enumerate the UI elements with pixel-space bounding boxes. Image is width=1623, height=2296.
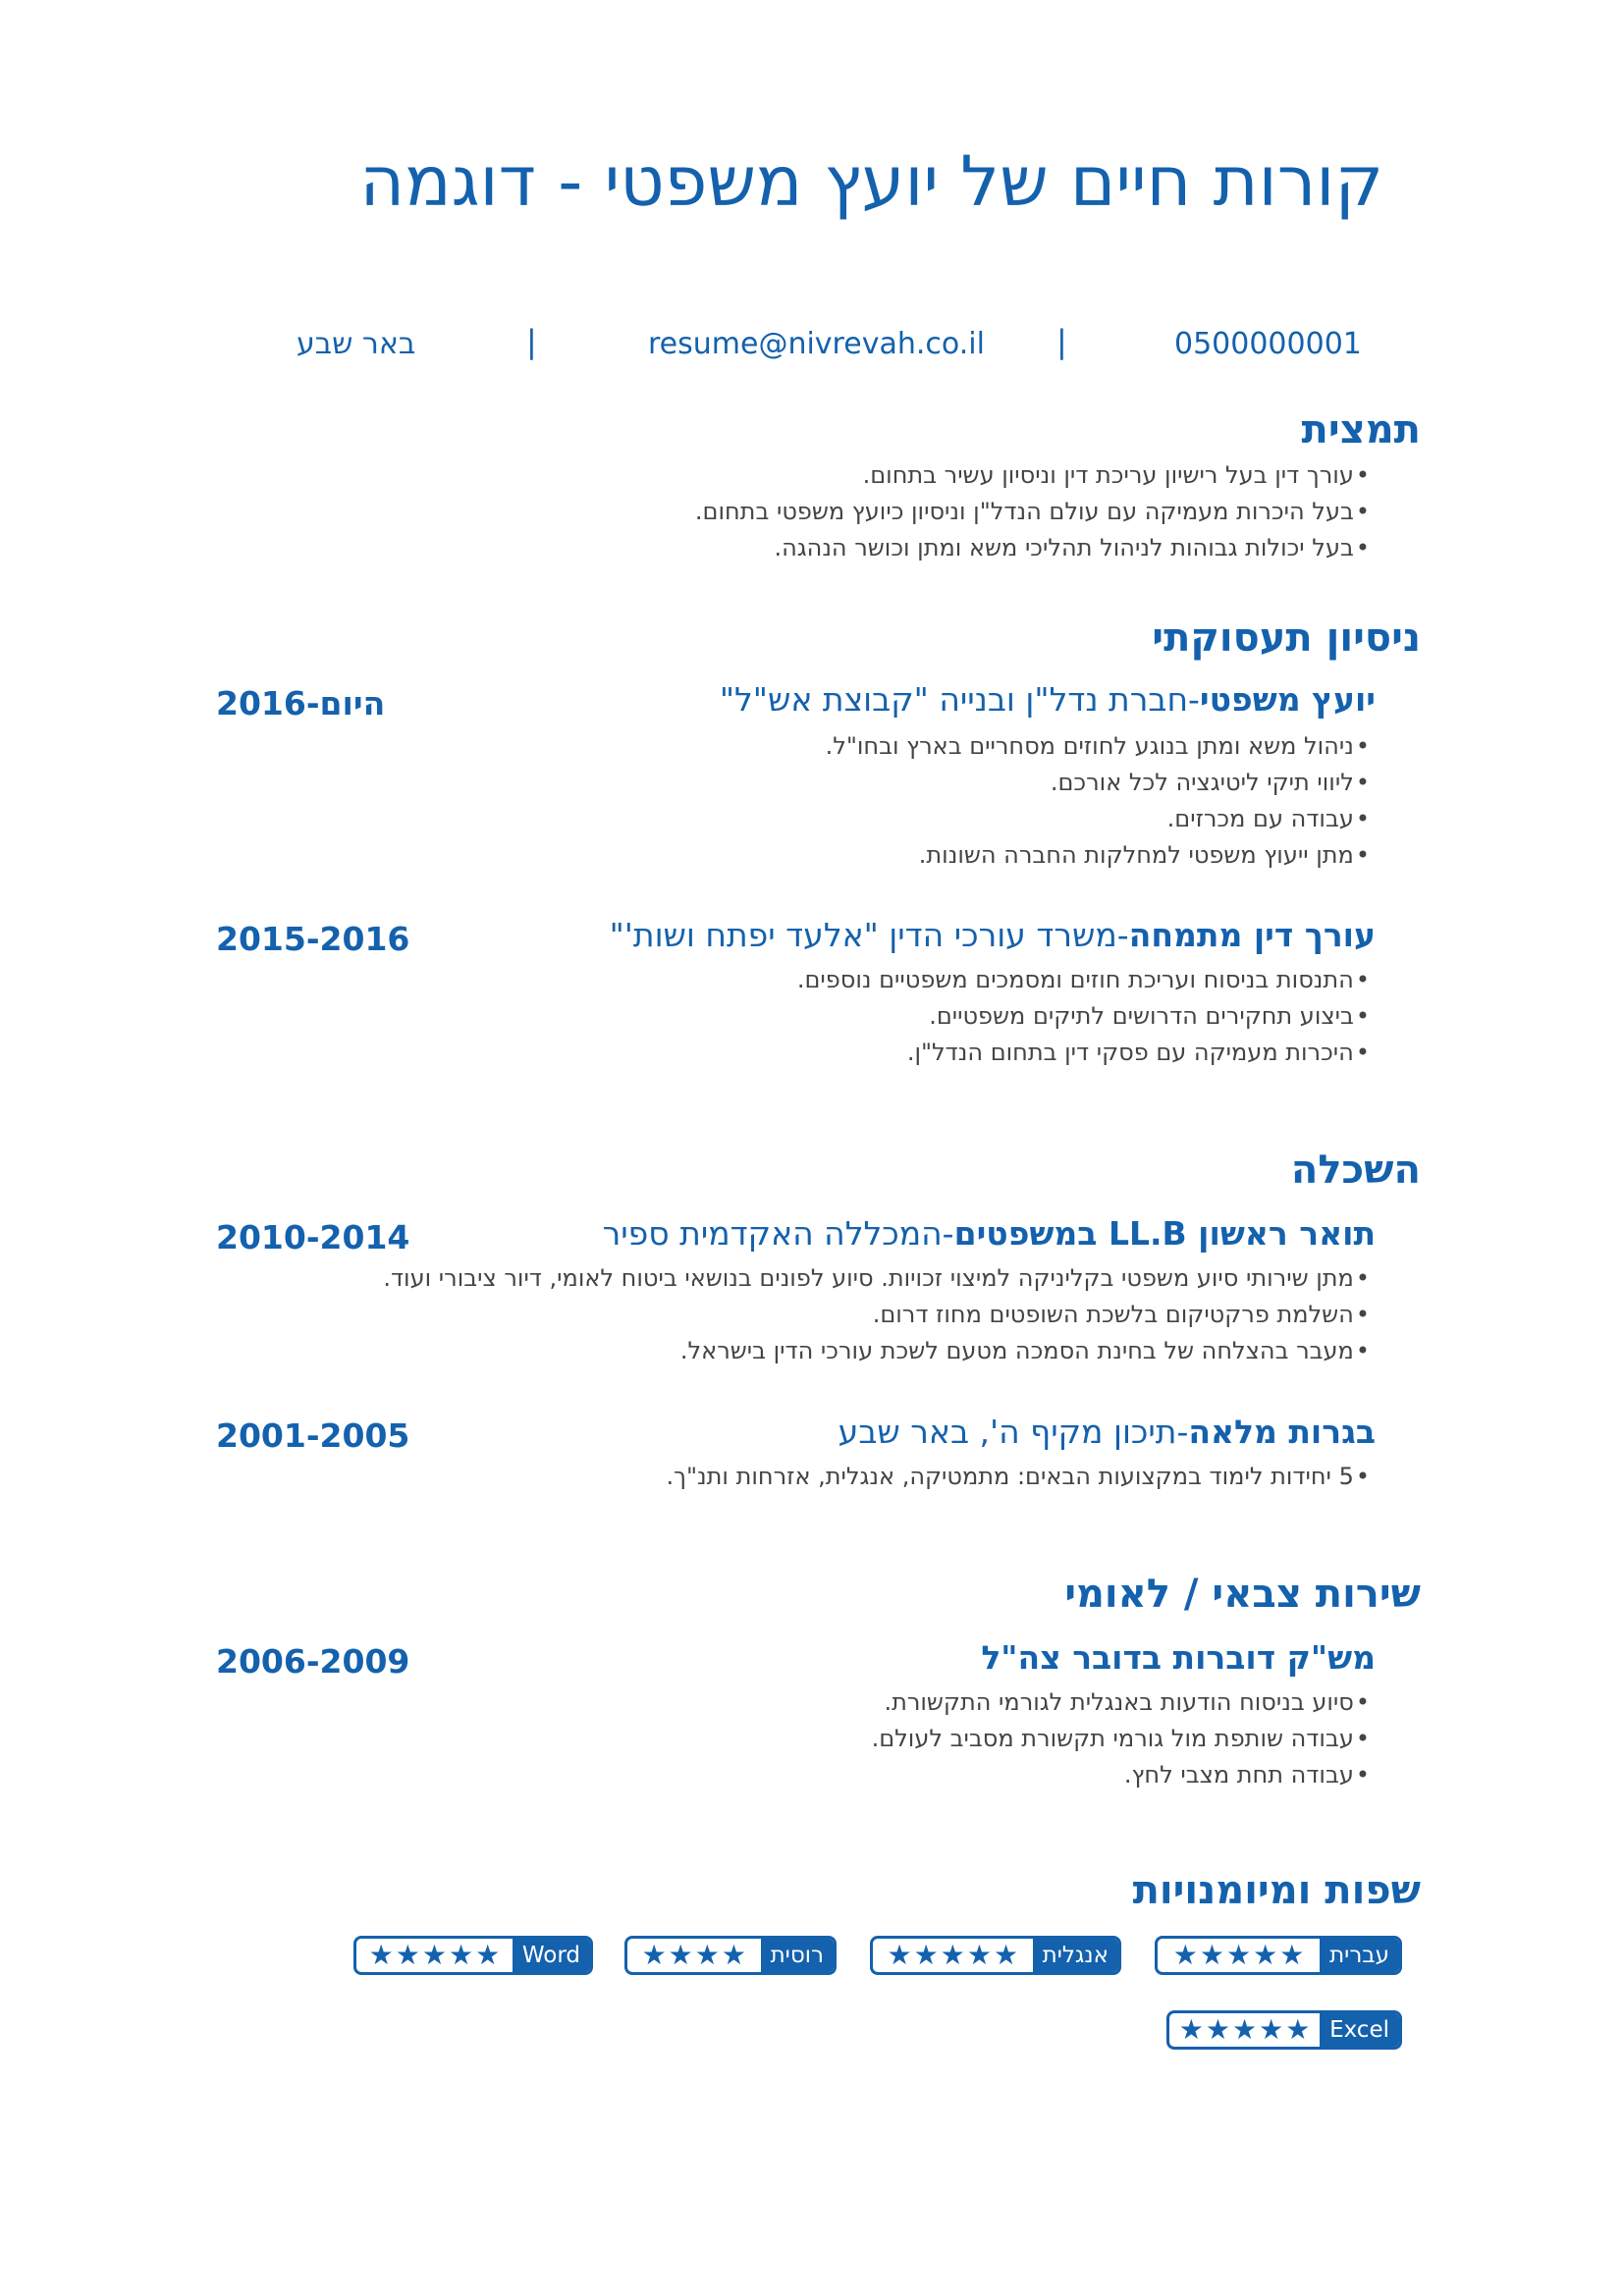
job-role: עורך דין מתמחה [1128,916,1376,954]
star-icon: ★ [1225,1939,1252,1971]
star-icon: ★ [368,1939,394,1971]
skill-label: עברית [1320,1939,1399,1972]
contact-phone: 0500000001 [1174,327,1362,361]
contact-separator: | [526,323,537,360]
star-rating [627,1939,761,1972]
list-item: • 5 יחידות לימוד במקצועות הבאים: מתמטיקה, אנגלית, אזרחות ותנ"ך. [666,1459,1370,1495]
list-item: • מתן ייעוץ משפטי למחלקות החברה השונות. [826,837,1370,874]
education-degree: בגרות מלאה [1188,1413,1376,1451]
star-rating [1169,2013,1320,2047]
page-title: קורות חיים של יועץ משפטי - דוגמה [359,141,1383,222]
skill-badge [624,1936,837,1975]
star-icon: ★ [641,1939,667,1971]
list-item: • היכרות מעמיקה עם פסקי דין בתחום הנדל"ן. [797,1035,1370,1071]
education-school: -המכללה האקדמית ספיר [602,1214,954,1253]
education-degree: תואר ראשון LL.B במשפטים [953,1214,1376,1253]
summary-heading: תמצית [1301,407,1421,453]
service-role: מש"ק דוברות בדובר צה"ל [981,1638,1376,1677]
list-item: • ביצוע תחקירים הדרושים לתיקים משפטיים. [797,998,1370,1035]
job-duties [797,962,1370,1071]
list-item: • סיוע בניסוח הודעות באנגלית לגורמי התקשורת. [872,1684,1370,1721]
education-details [666,1459,1370,1495]
job-duties [826,728,1370,874]
list-item: • מתן שירותי סיוע משפטי בקליניקה למיצוי זכויות. סיוע לפונים בנושאי ביטוח לאומי, דיור ציבורי ועוד. [383,1260,1370,1297]
star-icon: ★ [1199,1939,1224,1971]
skills-heading: שפות ומיומנויות [1132,1868,1421,1913]
list-item: • התנסות בניסוח ועריכת חוזים ומסמכים משפטיים נוספים. [797,962,1370,998]
skill-badge [870,1936,1121,1975]
list-item: • ניהול משא ומתן בנוגע לחוזים מסחריים בארץ ובחו"ל. [826,728,1370,765]
job-org: -משרד עורכי הדין "אלעד יפתח ושות'" [609,916,1129,954]
skill-label: אנגלית [1033,1939,1118,1972]
education-title [602,1214,1376,1253]
education-title [838,1413,1376,1451]
service-duties [872,1684,1370,1793]
job-dates: 2016-היום [216,684,386,722]
service-title [981,1638,1376,1677]
education-dates: 2010-2014 [216,1218,410,1256]
job-title [719,680,1376,719]
summary-list [695,457,1370,566]
star-icon: ★ [1231,2013,1258,2046]
list-item: • ליווי תיקי ליטיגציה לכל אורכם. [826,765,1370,801]
star-icon: ★ [448,1939,474,1971]
education-school: -תיכון מקיף ה', באר שבע [838,1413,1189,1451]
star-icon: ★ [913,1939,939,1971]
contact-email: resume@nivrevah.co.il [648,327,985,361]
list-item: • בעל יכולות גבוהות לניהול תהליכי משא ומתן וכושר הנהגה. [695,530,1370,566]
skill-label: Word [513,1939,590,1972]
list-item: • בעל היכרות מעמיקה עם עולם הנדל"ן וניסיון כיועץ משפטי בתחום. [695,494,1370,530]
education-dates: 2001-2005 [216,1416,410,1455]
list-item: • עורך דין בעל רישיון עריכת דין וניסיון עשיר בתחום. [695,457,1370,494]
star-icon: ★ [1205,2013,1230,2046]
skill-badge [353,1936,593,1975]
star-icon: ★ [421,1939,447,1971]
skill-label: רוסית [761,1939,834,1972]
star-icon: ★ [694,1939,720,1971]
job-title [609,916,1376,954]
education-heading: השכלה [1290,1148,1421,1193]
star-icon: ★ [1259,2013,1284,2046]
service-dates: 2006-2009 [216,1642,410,1681]
star-rating [873,1939,1033,1972]
list-item: • עבודה עם מכרזים. [826,801,1370,837]
list-item: • מעבר בהצלחה של בחינת הסמכה מטעם לשכת עורכי הדין בישראל. [383,1333,1370,1369]
star-icon: ★ [993,1939,1019,1971]
list-item: • עבודה תחת מצבי לחץ. [872,1757,1370,1793]
job-role: יועץ משפטי [1199,680,1376,719]
star-icon: ★ [475,1939,501,1971]
star-icon: ★ [1285,2013,1311,2046]
star-icon: ★ [1178,2013,1204,2046]
star-rating [1158,1939,1320,1972]
list-item: • השלמת פרקטיקום בלשכת השופטים מחוז דרום. [383,1297,1370,1333]
star-icon: ★ [887,1939,912,1971]
experience-heading: ניסיון תעסוקתי [1152,615,1421,661]
education-details [383,1260,1370,1369]
star-icon: ★ [668,1939,693,1971]
skill-badge [1155,1936,1402,1975]
star-icon: ★ [940,1939,965,1971]
skill-badge [1166,2010,1402,2050]
star-icon: ★ [395,1939,420,1971]
star-icon: ★ [966,1939,992,1971]
service-heading: שירות צבאי / לאומי [1064,1572,1421,1617]
contact-city: באר שבע [297,327,416,361]
list-item: • עבודה שותפת מול גורמי תקשורת מסביב לעולם. [872,1721,1370,1757]
job-org: -חברת נדל"ן ובנייה "קבוצת אש"ל" [719,680,1200,719]
star-icon: ★ [1279,1939,1305,1971]
skill-label: Excel [1320,2013,1399,2047]
star-icon: ★ [1172,1939,1198,1971]
job-dates: 2015-2016 [216,920,410,958]
contact-separator: | [1056,323,1067,360]
star-icon: ★ [721,1939,746,1971]
star-icon: ★ [1253,1939,1278,1971]
star-rating [356,1939,513,1972]
